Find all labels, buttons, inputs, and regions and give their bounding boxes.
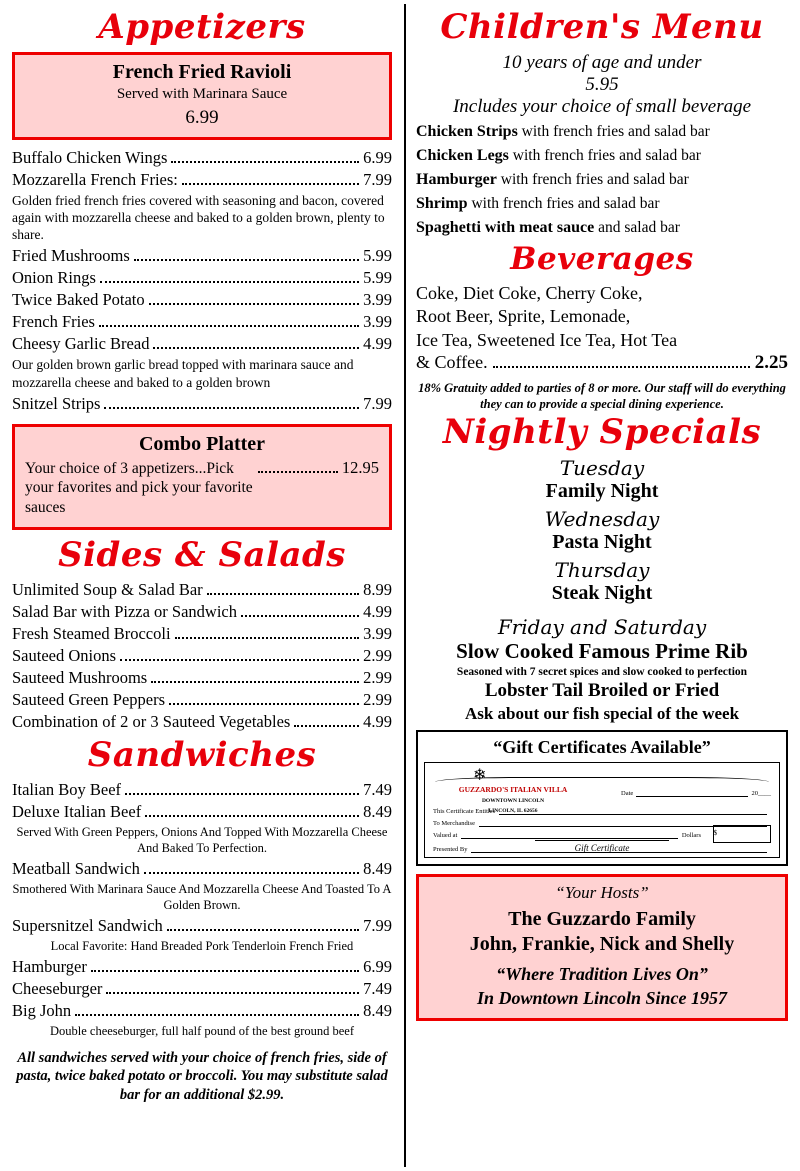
dot-leader — [175, 637, 360, 639]
item-name: Hamburger — [12, 956, 87, 976]
item-name: Chicken Strips — [416, 123, 518, 141]
menu-item — [12, 246, 392, 266]
dot-leader — [106, 992, 359, 994]
item-name: Deluxe Italian Beef — [12, 801, 142, 821]
childrens-menu-heading: Children's Menu — [440, 7, 764, 47]
dollar-sign: $ — [713, 829, 717, 838]
combo-price: 12.95 — [341, 458, 379, 478]
specials-list — [416, 456, 788, 724]
item-price: 8.49 — [363, 858, 392, 878]
childrens-age-line: 10 years of age and under — [502, 51, 702, 73]
item-price: 4.99 — [363, 711, 392, 731]
dot-leader — [294, 725, 359, 727]
dot-leader — [145, 815, 359, 817]
beverage-line-1: Coke, Diet Coke, Cherry Coke, — [416, 282, 643, 303]
item-price: 2.99 — [363, 689, 392, 709]
feature-title: French Fried Ravioli — [112, 60, 292, 83]
item-price: 5.99 — [363, 268, 392, 288]
special-name: Slow Cooked Famous Prime Rib — [456, 639, 748, 664]
gift-amount-box — [713, 825, 771, 843]
item-price: 3.99 — [363, 312, 392, 332]
presented-label: Presented By — [433, 846, 468, 854]
special-name: Pasta Night — [552, 531, 652, 554]
dot-leader — [493, 366, 750, 368]
item-name: Sauteed Mushrooms — [12, 667, 148, 687]
item-price: 7.49 — [363, 779, 392, 799]
menu-item — [12, 334, 392, 354]
item-price: 3.99 — [363, 623, 392, 643]
dot-leader — [167, 929, 359, 931]
item-description: with french fries and salad bar — [508, 147, 701, 165]
special-name: Family Night — [545, 480, 659, 503]
special-sub: Seasoned with 7 secret spices and slow cooked to perfection — [456, 666, 748, 679]
dot-leader — [134, 259, 359, 261]
item-name: Italian Boy Beef — [12, 779, 122, 799]
special-day: Wednesday — [544, 507, 660, 532]
item-price: 8.99 — [363, 579, 392, 599]
menu-item — [12, 268, 392, 288]
dot-leader — [151, 681, 359, 683]
combo-title: Combo Platter — [138, 433, 266, 456]
gift-entitles-field — [433, 807, 771, 815]
dot-leader — [100, 281, 359, 283]
appetizers-heading: Appetizers — [98, 7, 306, 47]
date-line — [636, 789, 747, 797]
special-day: Thursday — [554, 558, 650, 583]
beverages-heading: Beverages — [510, 241, 694, 278]
nightly-specials-heading: Nightly Specials — [442, 411, 762, 452]
menu-item — [12, 690, 392, 710]
item-price: 6.99 — [363, 956, 392, 976]
item-description: Our golden brown garlic bread topped with marinara sauce and mozzarella cheese and baked to a golden brown — [12, 357, 354, 390]
menu-item — [12, 624, 392, 644]
menu-item — [12, 916, 392, 936]
sides-heading: Sides & Salads — [58, 535, 346, 576]
menu-item — [12, 957, 392, 977]
special-name: Steak Night — [551, 582, 653, 605]
menu-item — [12, 646, 392, 666]
item-description: Golden fried french fries covered with seasoning and bacon, covered again with mozzarella cheese and baked to a golden brown, plenty to share. — [12, 192, 385, 243]
dot-leader — [182, 183, 359, 185]
item-price: 7.99 — [363, 169, 392, 189]
gift-certificate-section — [416, 730, 788, 866]
gift-date-field — [621, 789, 771, 797]
dot-leader — [144, 872, 359, 874]
menu-item — [12, 712, 392, 732]
item-price: 4.99 — [363, 601, 392, 621]
item-price: 5.99 — [363, 246, 392, 266]
item-description: and salad bar — [594, 219, 680, 237]
item-name: Cheesy Garlic Bread — [12, 334, 150, 354]
combo-description: Your choice of 3 appetizers...Pick your favorites and pick your favorite sauces — [25, 460, 253, 516]
dot-leader — [207, 593, 359, 595]
item-name: Fresh Steamed Broccoli — [12, 623, 171, 643]
menu-item — [12, 602, 392, 622]
menu-item — [416, 219, 788, 237]
dot-leader — [104, 407, 359, 409]
menu-item — [12, 170, 392, 190]
dot-leader — [241, 615, 359, 617]
childrens-includes: Includes your choice of small beverage — [452, 95, 752, 117]
item-name: Meatball Sandwich — [12, 858, 140, 878]
signature-line — [535, 840, 669, 841]
dollars-label: Dollars — [681, 832, 701, 840]
feature-subtitle: Served with Marinara Sauce — [116, 85, 288, 102]
menu-item — [12, 312, 392, 332]
item-description: Local Favorite: Hand Breaded Pork Tenderloin French Fried — [50, 938, 354, 953]
childrens-price: 5.95 — [585, 73, 619, 95]
appetizer-feature-box — [12, 52, 392, 140]
item-price: 3.99 — [363, 290, 392, 310]
brand-state: LINCOLN, IL 62656 — [488, 807, 538, 814]
menu-item — [12, 1001, 392, 1021]
menu-item — [416, 171, 788, 189]
item-name: Sauteed Green Peppers — [12, 689, 166, 709]
valued-label: Valued at — [433, 832, 458, 840]
item-price: 7.99 — [363, 915, 392, 935]
menu-item — [416, 147, 788, 165]
dot-leader — [75, 1014, 359, 1016]
item-name: Hamburger — [416, 171, 497, 189]
menu-item — [12, 979, 392, 999]
item-name: Sauteed Onions — [12, 645, 117, 665]
item-name: Spaghetti with meat sauce — [416, 219, 595, 237]
dot-leader — [149, 303, 359, 305]
item-price: 2.99 — [363, 667, 392, 687]
special-name: Lobster Tail Broiled or Fried — [484, 680, 720, 702]
combo-platter-box — [12, 424, 392, 530]
feature-price: 6.99 — [185, 106, 219, 128]
appetizer-list — [12, 148, 392, 414]
item-name: Unlimited Soup & Salad Bar — [12, 579, 203, 599]
dot-leader — [171, 161, 359, 163]
dot-leader — [169, 703, 359, 705]
item-name: Salad Bar with Pizza or Sandwich — [12, 601, 237, 621]
item-price: 8.49 — [363, 801, 392, 821]
dot-leader — [99, 325, 359, 327]
special-name: Ask about our fish special of the week — [464, 704, 740, 724]
right-column — [404, 0, 800, 1171]
beverage-price-row — [416, 352, 788, 374]
menu-item — [12, 580, 392, 600]
item-name: Combination of 2 or 3 Sauteed Vegetables — [12, 711, 291, 731]
item-name: Cheeseburger — [12, 978, 103, 998]
sides-list — [12, 580, 392, 732]
hosts-names: John, Frankie, Nick and Shelly — [469, 933, 735, 956]
sandwiches-heading: Sandwiches — [87, 734, 317, 775]
item-description: with french fries and salad bar — [467, 195, 660, 213]
item-name: Onion Rings — [12, 268, 96, 288]
valued-line — [461, 831, 677, 839]
gift-title: “Gift Certificates Available” — [493, 737, 711, 758]
date-label: Date — [621, 790, 634, 798]
dot-leader — [125, 793, 359, 795]
brand-name: GUZZARDO'S ITALIAN VILLA — [458, 785, 568, 795]
beverage-line-2: Root Beer, Sprite, Lemonade, — [416, 306, 631, 327]
item-description: Double cheeseburger, full half pound of the best ground beef — [49, 1023, 355, 1038]
item-name: Snitzel Strips — [12, 394, 101, 414]
menu-item — [12, 780, 392, 800]
item-description: Served With Green Peppers, Onions And Topped With Mozzarella Cheese And Baked To Perfection. — [16, 824, 388, 855]
item-name: Buffalo Chicken Wings — [12, 147, 168, 167]
hosts-tagline-1: “Where Tradition Lives On” — [496, 964, 708, 985]
item-name: Supersnitzel Sandwich — [12, 915, 163, 935]
childrens-items — [416, 123, 788, 237]
item-name: Fried Mushrooms — [12, 246, 130, 266]
hosts-quote: “Your Hosts” — [555, 883, 649, 903]
hosts-box — [416, 874, 788, 1021]
sandwiches-list — [12, 780, 392, 1039]
year-label: 20____ — [751, 790, 771, 798]
menu-item — [12, 802, 392, 822]
item-name: Mozzarella French Fries: — [12, 169, 178, 189]
menu-item — [12, 290, 392, 310]
bow-icon: ❄ — [473, 767, 487, 785]
merchandise-label: To Merchandise — [433, 820, 475, 828]
item-price: 7.49 — [363, 978, 392, 998]
menu-item — [12, 859, 392, 879]
beverage-price: 2.25 — [754, 352, 788, 374]
item-description: with french fries and salad bar — [517, 123, 710, 141]
beverage-line-4: & Coffee. — [416, 352, 488, 373]
item-name: Shrimp — [416, 195, 468, 213]
menu-item — [416, 123, 788, 141]
beverage-line-3: Ice Tea, Sweetened Ice Tea, Hot Tea — [416, 329, 678, 350]
item-price: 8.49 — [363, 1000, 392, 1020]
item-name: Big John — [12, 1000, 72, 1020]
item-description: Smothered With Marinara Sauce And Mozzarella Cheese And Toasted To A Golden Brown. — [12, 881, 392, 912]
gift-certificate-card — [424, 762, 780, 858]
hosts-tagline-2: In Downtown Lincoln Since 1957 — [476, 987, 728, 1008]
dot-leader — [153, 347, 359, 349]
menu-item — [12, 394, 392, 414]
menu-item — [12, 668, 392, 688]
item-price: 7.99 — [363, 394, 392, 414]
item-price: 6.99 — [363, 147, 392, 167]
sandwiches-footnote: All sandwiches served with your choice of french fries, side of pasta, twice baked potato or broccoli. You may substitute salad bar for an additional $2.99. — [16, 1049, 388, 1104]
entitles-label: This Certificate Entitles — [433, 808, 496, 816]
entitles-line — [499, 807, 767, 815]
menu-item — [12, 148, 392, 168]
menu-item — [416, 195, 788, 213]
item-name: Twice Baked Potato — [12, 290, 145, 310]
item-price: 2.99 — [363, 645, 392, 665]
gratuity-note: 18% Gratuity added to parties of 8 or more. Our staff will do everything they can to provide a special dining experience. — [418, 381, 786, 412]
item-name: French Fries — [12, 312, 95, 332]
special-day: Friday and Saturday — [497, 615, 707, 640]
gift-card-footer: Gift Certificate — [574, 843, 630, 854]
hosts-family: The Guzzardo Family — [508, 908, 696, 931]
brand-city: DOWNTOWN LINCOLN — [481, 797, 545, 804]
item-description: with french fries and salad bar — [496, 171, 689, 189]
dot-leader — [91, 970, 359, 972]
dot-leader — [120, 659, 359, 661]
dot-leader — [258, 471, 338, 473]
item-price: 4.99 — [363, 334, 392, 354]
item-name: Chicken Legs — [416, 147, 509, 165]
combo-row — [25, 458, 379, 517]
special-day: Tuesday — [559, 456, 645, 481]
